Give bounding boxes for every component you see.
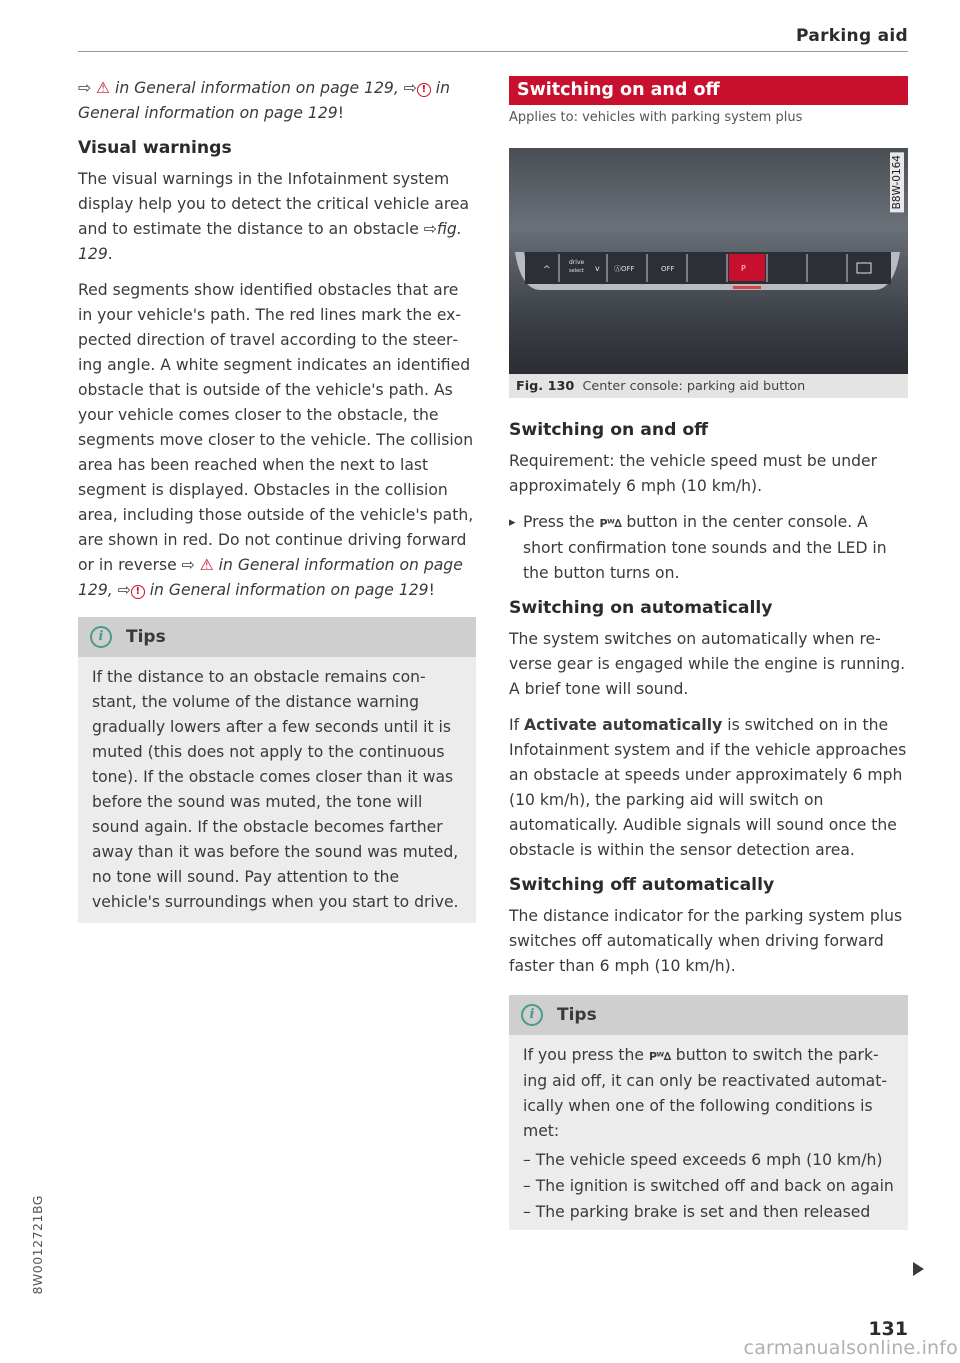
ref-arrow-icon: ⇨ [403,79,417,97]
info-icon: i [521,1004,543,1026]
on-off-heading: Switching on and off [509,420,709,440]
tips-header [509,995,908,1035]
auto-on-para2 [509,713,908,863]
condition-item: – The ignition is switched off and back on again [523,1174,894,1199]
warning-triangle-icon: ⚠ [199,556,214,574]
header-rule [78,51,908,52]
ref-link[interactable]: in General information on page 129, [78,556,463,599]
warning-triangle-icon: ⚠ [96,79,111,97]
step-text: Press the [523,513,600,531]
para-text: The visual warnings in the Infotainment system display help you to detect the critical vehicle area and to estimate the distance to an obstacle [78,170,470,238]
para-text: button to switch the parking aid off, it can only be reactivated automatically when one of the following conditions is met: [523,1046,887,1140]
tips-box-left [78,617,476,923]
section-title: Parking aid [796,26,908,46]
condition-item: – The parking brake is set and then released [523,1200,894,1225]
info-icon: i [90,626,112,648]
pdc-label: P [741,264,746,273]
auto-off-label: ⒶOFF [614,265,635,273]
auto-off-heading: Switching off automatically [509,875,775,895]
continue-arrow-icon [913,1262,924,1276]
ref-arrow-icon: ⇨ [78,79,92,97]
note-icon: ! [417,83,431,97]
condition-item: – The vehicle speed exceeds 6 mph (10 km/h) [523,1148,894,1173]
down-arrow-icon: v [595,264,600,273]
tips-title: Tips [126,627,166,647]
parking-aid-button-icon: Pᵂ∆ [599,517,622,530]
tips-header [78,617,476,657]
console-photo [509,148,908,374]
figure-caption-text: Center console: parking aid button [582,379,806,394]
figure-code: B8W-0164 [890,152,904,212]
para-text: If you press the [523,1046,649,1064]
tips-text: If the distance to an obstacle remains constant, the volume of the distance warning gradually lowers after a few seconds until it is muted (this does not apply to the continuous tone). If the obstacle comes closer than it was before the sound was muted, the tone will sound again. If the obstacle becomes farther away than it was before the sound was muted, no tone will sound. Pay attention to the vehicle's surroundings when you start to drive. [92,668,459,911]
parking-aid-button-icon: Pᵂ∆ [648,1050,671,1063]
watermark: carmanualsonline.info [743,1337,958,1359]
drive-select-sublabel: select [569,268,584,274]
center-console-illustration [511,248,904,294]
tips-intro [523,1043,894,1144]
ref-link[interactable]: in General information on page 129 [144,581,429,599]
figure-caption [509,374,908,394]
ref-arrow-icon: ⇨ [181,556,195,574]
document-code: 8W0012721BG [30,1195,45,1295]
parking-aid-button[interactable] [729,254,765,281]
left-column [78,76,476,923]
auto-off-para: The distance indicator for the parking system plus switches off automatically when driving forward faster than 6 mph (10 km/h). [509,907,903,975]
para-text: is switched on in the Infotainment system and if the vehicle approaches an obstacle at speeds under approximately 6 mph (10 km/h), the parking aid will switch on automatically. Audible signals will sound once the obstacle is within the sensor detection area. [509,716,907,859]
visual-warnings-para1 [78,167,476,267]
esc-off-label: OFF [661,265,675,273]
menu-option-name: Activate automatically [524,716,723,734]
instruction-step [509,510,908,586]
page-number: 131 [868,1318,908,1340]
figure-label: Fig. 130 [516,379,575,394]
tips-box-right [509,995,908,1230]
note-icon: ! [131,585,145,599]
ref-intro [78,76,476,126]
para-text: Red segments show identified obstacles that are in your vehicle's path. The red lines mark the expected direction of travel according to the steering angle. A white segment indicates an identified obstacle that is outside of the vehicle's path. As your vehicle comes closer to the obstacle, the segments move closer to the vehicle. The collision area has been reached when the next to last segment is displayed. Obstacles in the collision area, including those outside of the vehicle's path, are shown in red. Do not continue driving forward or in reverse [78,281,474,574]
punctuation: ! [428,581,435,599]
ref-link[interactable]: in General information on page 129 [78,79,451,122]
auto-on-heading: Switching on automatically [509,598,773,618]
visual-warnings-heading: Visual warnings [78,138,232,158]
up-arrow-icon: ^ [543,265,551,275]
tips-title: Tips [557,1005,597,1025]
tips-body [78,657,476,923]
figure-130 [509,148,908,398]
punctuation: ! [337,104,344,122]
step-text: button in the center console. A short confirmation tone sounds and the LED in the button turns on. [523,513,887,582]
ref-link[interactable]: in General information on page 129, [110,79,404,97]
right-column [509,76,908,1230]
ref-arrow-icon: ⇨ [423,220,437,238]
ref-arrow-icon: ⇨ [117,581,131,599]
para-text: If [509,716,525,734]
fig-ref-link[interactable]: fig. 129 [78,220,462,263]
tips-body [509,1035,908,1230]
requirement-para: Requirement: the vehicle speed must be under approximately 6 mph (10 km/h). [509,452,877,495]
auto-on-para1: The system switches on automatically when reverse gear is engaged while the engine is running. A brief tone will sound. [509,630,906,698]
drive-select-label: drive [569,259,585,266]
punctuation: . [107,245,113,263]
led-indicator [733,286,761,289]
conditions-list [523,1148,894,1225]
visual-warnings-para2 [78,278,476,603]
instruction-list [509,510,908,586]
applies-to-note: Applies to: vehicles with parking system plus [509,110,803,125]
chapter-title-bar: Switching on and off [509,76,908,105]
